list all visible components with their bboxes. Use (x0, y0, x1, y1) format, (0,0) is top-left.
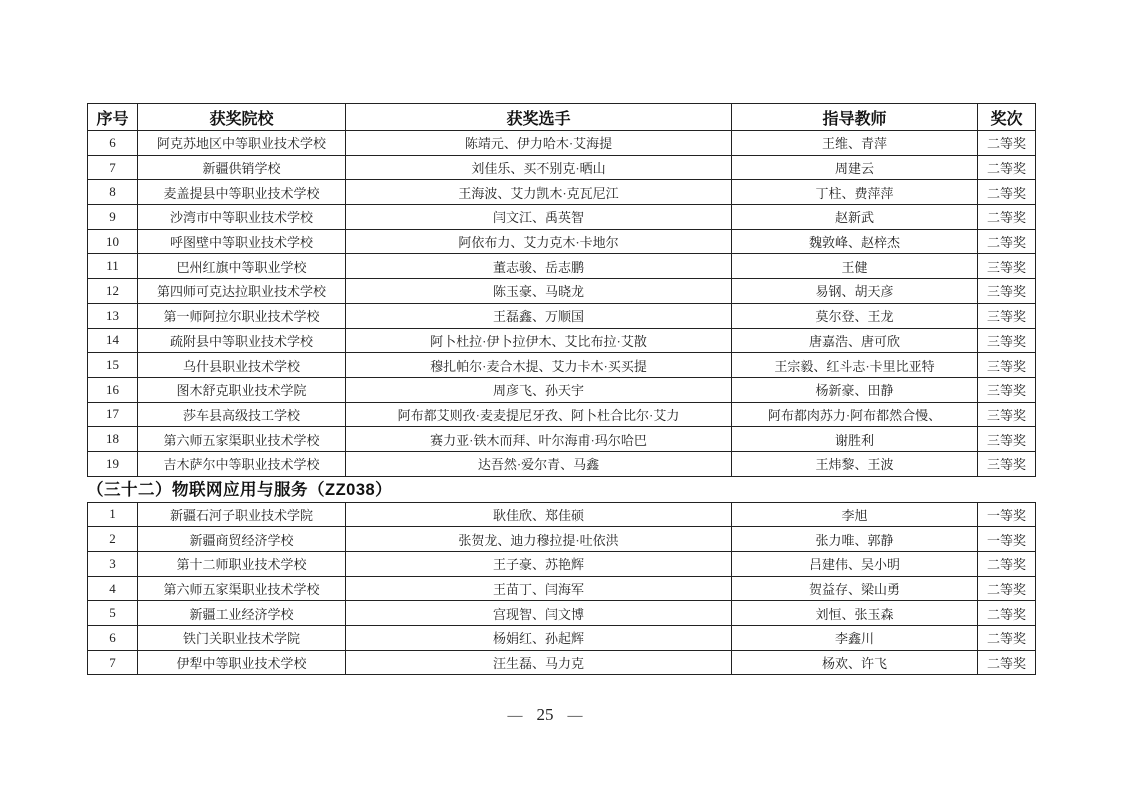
cell-contestants: 耿佳欣、郑佳硕 (346, 502, 732, 527)
table-row (88, 377, 1036, 402)
cell-school: 巴州红旗中等职业学校 (138, 254, 346, 279)
cell-award: 三等奖 (978, 254, 1036, 279)
cell-no: 2 (88, 527, 138, 552)
cell-teachers: 杨欢、许飞 (732, 650, 978, 675)
cell-school: 图木舒克职业技术学院 (138, 377, 346, 402)
table-row (88, 279, 1036, 304)
cell-award: 二等奖 (978, 131, 1036, 156)
cell-school: 阿克苏地区中等职业技术学校 (138, 131, 346, 156)
table-row (88, 353, 1036, 378)
cell-contestants: 阿卜杜拉·伊卜拉伊木、艾比布拉·艾散 (346, 328, 732, 353)
cell-teachers: 魏敦峰、赵梓杰 (732, 229, 978, 254)
cell-teachers: 丁柱、费萍萍 (732, 180, 978, 205)
col-header-school: 获奖院校 (138, 104, 346, 131)
cell-school: 铁门关职业技术学院 (138, 626, 346, 651)
col-header-teachers: 指导教师 (732, 104, 978, 131)
cell-teachers: 阿布都肉苏力·阿布都然合慢、 (732, 402, 978, 427)
cell-award: 二等奖 (978, 205, 1036, 230)
table-row (88, 527, 1036, 552)
cell-school: 第六师五家渠职业技术学校 (138, 576, 346, 601)
cell-contestants: 陈玉豪、马晓龙 (346, 279, 732, 304)
cell-teachers: 贺益存、梁山勇 (732, 576, 978, 601)
cell-no: 6 (88, 131, 138, 156)
table-row (88, 303, 1036, 328)
cell-contestants: 汪生磊、马力克 (346, 650, 732, 675)
cell-teachers: 王健 (732, 254, 978, 279)
cell-school: 第四师可克达拉职业技术学校 (138, 279, 346, 304)
cell-teachers: 王宗毅、红斗志·卡里比亚特 (732, 353, 978, 378)
page-footer (0, 705, 1090, 725)
cell-no: 12 (88, 279, 138, 304)
table-row (88, 601, 1036, 626)
cell-no: 16 (88, 377, 138, 402)
cell-no: 3 (88, 552, 138, 577)
cell-teachers: 莫尔登、王龙 (732, 303, 978, 328)
cell-school: 沙湾市中等职业技术学校 (138, 205, 346, 230)
footer-dash-right: — (567, 708, 583, 724)
cell-award: 二等奖 (978, 180, 1036, 205)
cell-award: 二等奖 (978, 229, 1036, 254)
cell-contestants: 董志骏、岳志鹏 (346, 254, 732, 279)
table-row (88, 402, 1036, 427)
cell-no: 6 (88, 626, 138, 651)
cell-contestants: 达吾然·爱尔青、马鑫 (346, 451, 732, 476)
cell-teachers: 赵新武 (732, 205, 978, 230)
cell-no: 18 (88, 427, 138, 452)
cell-school: 第十二师职业技术学校 (138, 552, 346, 577)
cell-school: 第六师五家渠职业技术学校 (138, 427, 346, 452)
cell-no: 17 (88, 402, 138, 427)
section1-body (88, 131, 1036, 477)
cell-contestants: 宫现智、闫文博 (346, 601, 732, 626)
cell-no: 4 (88, 576, 138, 601)
section2-body (88, 502, 1036, 675)
cell-teachers: 易钢、胡天彦 (732, 279, 978, 304)
cell-award: 三等奖 (978, 328, 1036, 353)
cell-no: 15 (88, 353, 138, 378)
cell-award: 一等奖 (978, 502, 1036, 527)
cell-award: 二等奖 (978, 155, 1036, 180)
cell-contestants: 陈靖元、伊力哈木·艾海提 (346, 131, 732, 156)
cell-teachers: 王维、青萍 (732, 131, 978, 156)
table-row (88, 131, 1036, 156)
col-header-contestants: 获奖选手 (346, 104, 732, 131)
awards-table-section2 (87, 502, 1036, 676)
cell-award: 三等奖 (978, 402, 1036, 427)
cell-teachers: 周建云 (732, 155, 978, 180)
cell-contestants: 王海波、艾力凯木·克瓦尼江 (346, 180, 732, 205)
cell-school: 乌什县职业技术学校 (138, 353, 346, 378)
cell-contestants: 赛力亚·铁木而拜、叶尔海甫·玛尔哈巴 (346, 427, 732, 452)
cell-contestants: 王苗丁、闫海军 (346, 576, 732, 601)
cell-contestants: 刘佳乐、买不别克·晒山 (346, 155, 732, 180)
table-row (88, 180, 1036, 205)
cell-contestants: 杨娟红、孙起辉 (346, 626, 732, 651)
cell-school: 呼图壁中等职业技术学校 (138, 229, 346, 254)
cell-contestants: 闫文江、禹英智 (346, 205, 732, 230)
awards-table-section1 (87, 103, 1036, 477)
cell-no: 7 (88, 650, 138, 675)
cell-school: 莎车县高级技工学校 (138, 402, 346, 427)
cell-contestants: 阿布都艾则孜·麦麦提尼牙孜、阿卜杜合比尔·艾力 (346, 402, 732, 427)
cell-award: 三等奖 (978, 451, 1036, 476)
cell-teachers: 唐嘉浩、唐可欣 (732, 328, 978, 353)
cell-contestants: 穆扎帕尔·麦合木提、艾力卡木·买买提 (346, 353, 732, 378)
table-row (88, 576, 1036, 601)
cell-no: 11 (88, 254, 138, 279)
cell-award: 二等奖 (978, 601, 1036, 626)
table-row (88, 229, 1036, 254)
cell-no: 13 (88, 303, 138, 328)
cell-teachers: 李旭 (732, 502, 978, 527)
cell-award: 一等奖 (978, 527, 1036, 552)
table-row (88, 650, 1036, 675)
cell-school: 新疆工业经济学校 (138, 601, 346, 626)
table-row (88, 427, 1036, 452)
cell-contestants: 张贺龙、迪力穆拉提·吐依洪 (346, 527, 732, 552)
table-row (88, 626, 1036, 651)
cell-contestants: 周彦飞、孙天宇 (346, 377, 732, 402)
cell-no: 8 (88, 180, 138, 205)
cell-no: 14 (88, 328, 138, 353)
cell-teachers: 李鑫川 (732, 626, 978, 651)
table-row (88, 451, 1036, 476)
footer-dash-left: — (507, 708, 523, 724)
cell-no: 5 (88, 601, 138, 626)
table-row (88, 502, 1036, 527)
cell-school: 麦盖提县中等职业技术学校 (138, 180, 346, 205)
cell-no: 1 (88, 502, 138, 527)
col-header-award: 奖次 (978, 104, 1036, 131)
cell-school: 新疆石河子职业技术学院 (138, 502, 346, 527)
section-title: （三十二）物联网应用与服务（ZZ038） (87, 480, 393, 499)
cell-teachers: 吕建伟、吴小明 (732, 552, 978, 577)
cell-school: 吉木萨尔中等职业技术学校 (138, 451, 346, 476)
cell-teachers: 王炜黎、王波 (732, 451, 978, 476)
cell-award: 三等奖 (978, 303, 1036, 328)
cell-school: 新疆供销学校 (138, 155, 346, 180)
table-header-row (88, 104, 1036, 131)
awards-document-content (87, 103, 1035, 675)
table-row (88, 552, 1036, 577)
col-header-no: 序号 (88, 104, 138, 131)
cell-school: 新疆商贸经济学校 (138, 527, 346, 552)
cell-award: 二等奖 (978, 626, 1036, 651)
cell-teachers: 杨新豪、田静 (732, 377, 978, 402)
cell-teachers: 谢胜利 (732, 427, 978, 452)
cell-contestants: 阿依布力、艾力克木·卡地尔 (346, 229, 732, 254)
cell-award: 三等奖 (978, 377, 1036, 402)
table-row (88, 254, 1036, 279)
table-row (88, 205, 1036, 230)
cell-school: 疏附县中等职业技术学校 (138, 328, 346, 353)
cell-contestants: 王磊鑫、万顺国 (346, 303, 732, 328)
cell-award: 三等奖 (978, 427, 1036, 452)
cell-award: 三等奖 (978, 279, 1036, 304)
cell-no: 10 (88, 229, 138, 254)
cell-school: 第一师阿拉尔职业技术学校 (138, 303, 346, 328)
table-row (88, 155, 1036, 180)
cell-no: 19 (88, 451, 138, 476)
cell-award: 二等奖 (978, 552, 1036, 577)
cell-award: 二等奖 (978, 576, 1036, 601)
cell-school: 伊犁中等职业技术学校 (138, 650, 346, 675)
cell-teachers: 刘恒、张玉森 (732, 601, 978, 626)
cell-award: 二等奖 (978, 650, 1036, 675)
cell-award: 三等奖 (978, 353, 1036, 378)
cell-contestants: 王子豪、苏艳辉 (346, 552, 732, 577)
table-row (88, 328, 1036, 353)
cell-teachers: 张力唯、郭静 (732, 527, 978, 552)
cell-no: 7 (88, 155, 138, 180)
cell-no: 9 (88, 205, 138, 230)
page-number: 25 (536, 705, 554, 724)
